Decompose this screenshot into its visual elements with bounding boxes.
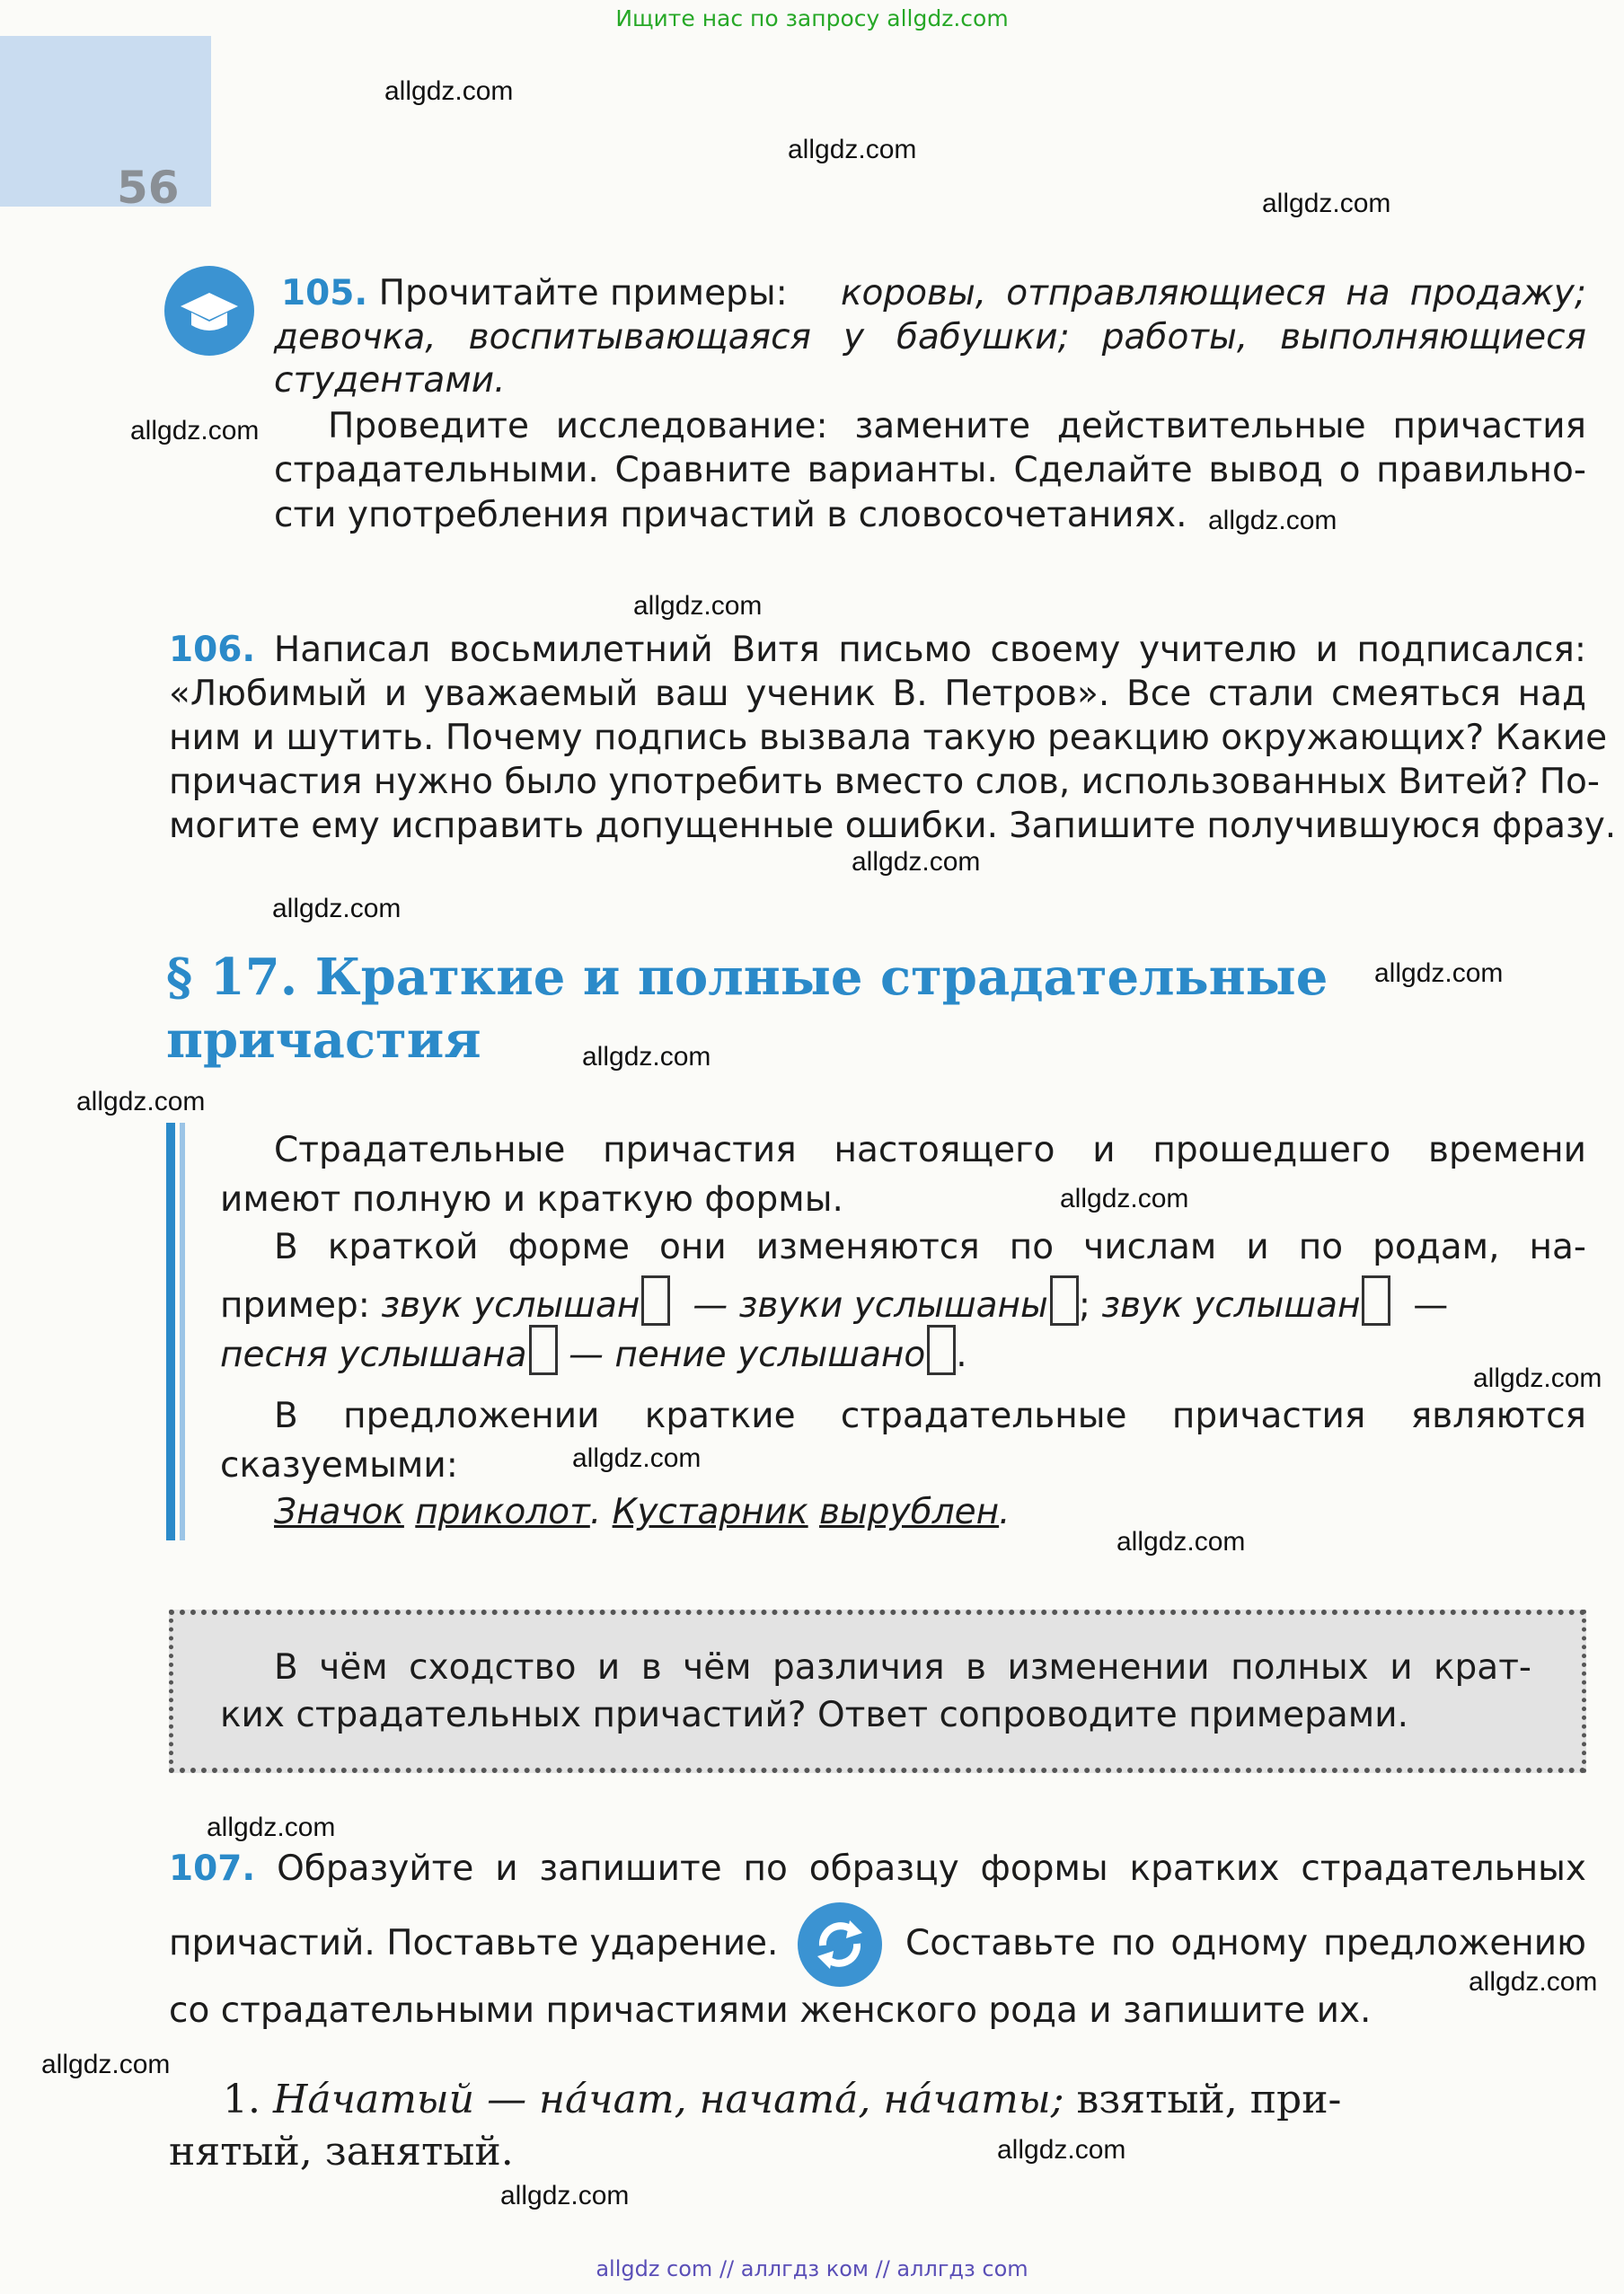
question-line2: ких страдательных причастий? Ответ сопроводите примерами. xyxy=(220,1695,1408,1735)
watermark: allgdz.com xyxy=(1262,189,1391,218)
ex107-line2: причастий. Поставьте ударение. xyxy=(169,1923,779,1963)
ex105-line1: 105. Прочитайте примеры: xyxy=(281,273,788,313)
ex106-line3: ним и шутить. Почему подпись вызвала такую реакцию окружающих? Какие xyxy=(169,718,1608,758)
watermark: allgdz.com xyxy=(130,416,260,446)
rule-bar xyxy=(166,1123,175,1540)
ex105-examples: коровы, отправляющиеся на продажу; xyxy=(841,273,1586,313)
section-title-line2: причастия xyxy=(166,1010,481,1070)
watermark: allgdz.com xyxy=(1469,1967,1598,1997)
rule-line6: В предложении краткие страдательные причастия являются xyxy=(274,1396,1586,1436)
ex107-sample-line2: нятый, занятый. xyxy=(169,2129,514,2175)
page-corner-decoration xyxy=(0,36,211,207)
rule-bar-light xyxy=(180,1123,185,1540)
watermark: allgdz.com xyxy=(788,135,917,164)
ex107-line2b: Составьте по одному предложению xyxy=(905,1923,1586,1963)
rule-line5: песня услышана — пение услышано . xyxy=(220,1325,967,1377)
rule-line4: пример: звук услышан — звуки услышаны ; звук услышан — xyxy=(220,1275,1448,1328)
ex107-sample-line1: 1. На́чатый — на́чат, начата́, на́чаты; взятый, при- xyxy=(223,2077,1342,2122)
ex105-line2: девочка, воспитывающаяся у бабушки; работы, выполняющиеся xyxy=(274,317,1586,357)
refresh-icon xyxy=(798,1902,882,1987)
ending-box xyxy=(1362,1275,1390,1326)
ex106-line4: причастия нужно было употребить вместо слов, использованных Витей? По- xyxy=(169,762,1600,802)
ending-box xyxy=(1050,1275,1079,1326)
ex106-line5: могите ему исправить допущенные ошибки. Запишите получившуюся фразу. xyxy=(169,806,1617,846)
ex107-line1: 107. Образуйте и запишите по образцу формы кратких страдательных xyxy=(169,1848,1586,1889)
ex105-line4: Проведите исследование: замените действительные причастия xyxy=(328,406,1586,446)
watermark: allgdz.com xyxy=(852,847,981,877)
watermark: allgdz.com xyxy=(1473,1363,1602,1393)
watermark: allgdz.com xyxy=(582,1042,711,1072)
question-box xyxy=(169,1610,1586,1773)
ex106-line2: «Любимый и уважаемый ваш ученик В. Петров». Все стали смеяться над xyxy=(169,674,1586,714)
ex105-line6: сти употребления причастий в словосочетаниях. xyxy=(274,495,1187,535)
watermark: allgdz.com xyxy=(41,2050,171,2079)
rule-line1: Страдательные причастия настоящего и прошедшего времени xyxy=(274,1130,1586,1170)
graduation-cap-icon xyxy=(164,266,254,356)
watermark: allgdz.com xyxy=(384,76,514,106)
watermark: allgdz.com xyxy=(1116,1527,1246,1557)
ex107-line3: со страдательными причастиями женского рода и запишите их. xyxy=(169,1990,1372,2031)
ending-box xyxy=(529,1325,558,1375)
watermark: allgdz.com xyxy=(1374,958,1504,988)
page-number: 56 xyxy=(117,162,180,214)
rule-line3: В краткой форме они изменяются по числам и по родам, на- xyxy=(274,1227,1586,1267)
watermark: allgdz.com xyxy=(76,1087,206,1116)
watermark: allgdz.com xyxy=(633,591,763,621)
watermark: allgdz.com xyxy=(572,1443,702,1473)
ex106-line1: 106. Написал восьмилетний Витя письмо своему учителю и подписался: xyxy=(169,630,1586,670)
rule-line2: имеют полную и краткую формы. xyxy=(220,1179,843,1220)
question-line1: В чём сходство и в чём различия в изменении полных и крат- xyxy=(274,1647,1531,1688)
watermark: allgdz.com xyxy=(1208,506,1337,535)
footer-links: allgdz com // аллгдз ком // аллгдз com xyxy=(596,2256,1028,2281)
section-title-line1: § 17. Краткие и полные страдательные xyxy=(166,948,1328,1007)
rule-line8: Значок приколот. Кустарник вырублен. xyxy=(274,1492,1011,1532)
rule-line7: сказуемыми: xyxy=(220,1445,458,1486)
watermark: allgdz.com xyxy=(1060,1184,1189,1213)
watermark: allgdz.com xyxy=(207,1813,336,1842)
ending-box xyxy=(927,1325,956,1375)
watermark: allgdz.com xyxy=(997,2135,1126,2165)
ending-box xyxy=(641,1275,670,1326)
ex105-line5: страдательными. Сравните варианты. Сделайте вывод о правильно- xyxy=(274,450,1586,490)
ex105-line3: студентами. xyxy=(274,360,506,401)
watermark: allgdz.com xyxy=(500,2181,630,2210)
top-banner: Ищите нас по запросу allgdz.com xyxy=(615,5,1009,31)
watermark: allgdz.com xyxy=(272,894,402,923)
